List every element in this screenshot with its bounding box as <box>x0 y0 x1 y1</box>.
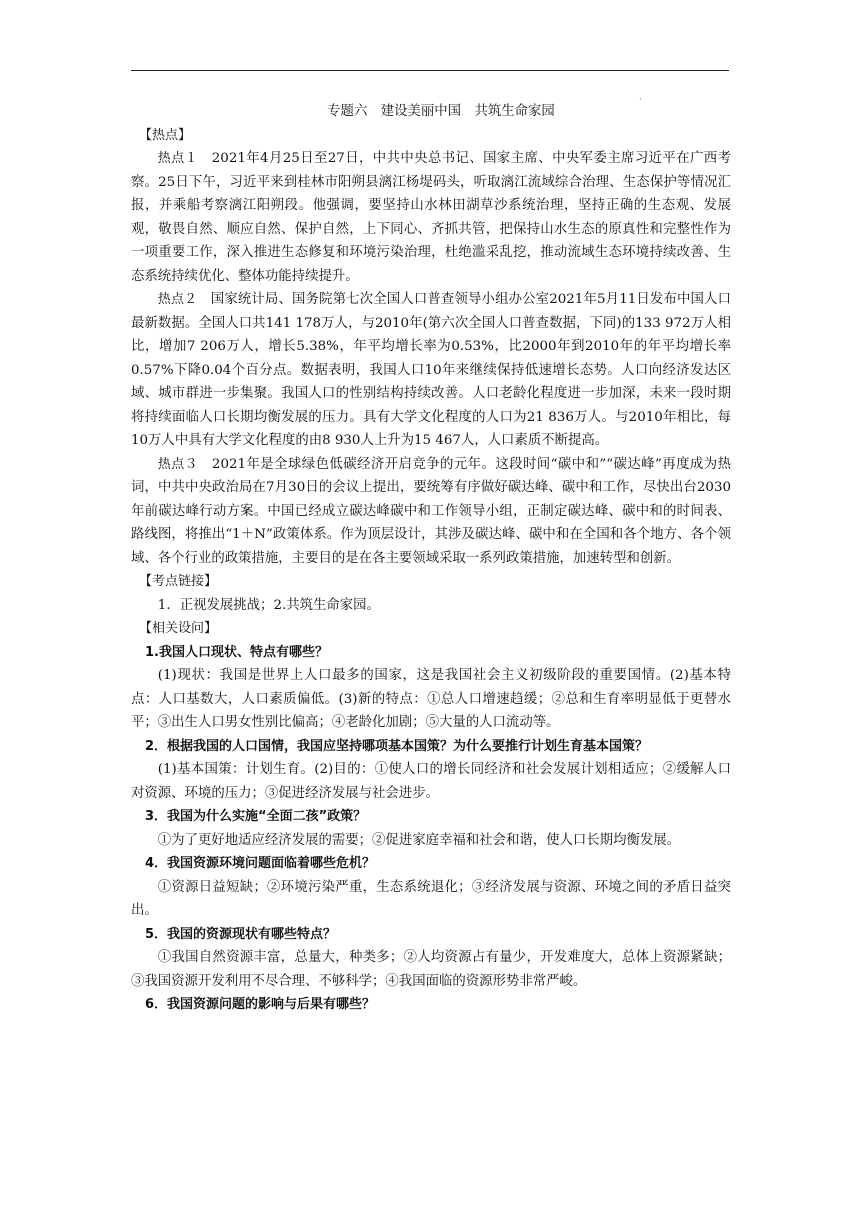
link-heading: 【考点链接】 <box>139 574 218 589</box>
hot-heading: 【热点】 <box>139 127 192 143</box>
question-6: 6．我国资源问题的影响与后果有哪些？ <box>145 997 376 1012</box>
answer-3: ①为了更好地适应经济发展的需要；②促进家庭幸福和社会和谐，使人口长期均衡发展。 <box>157 832 681 848</box>
hot-text-3: 2021年是全球绿色低碳经济开启竞争的元年。这段时间“碳中和”“碳达峰”再度成为热词，中共中央政治局在7月30日的会议上提出，要统筹有序做好碳达峰、碳中和工作，尽快出台2030年前碳达峰行动方案。中国已经成立碳达峰碳中和工作领导小组，正制定碳达峰、碳中和的时间表、路线图，将推出“1＋N”政策体系。作为顶层设计，其涉及碳达峰、碳中和在全国和各个地方、各个领域、各个行业的政策措施，主要目的是在各主要领域采取一系列政策措施，加速转型和创新。 <box>131 456 731 566</box>
answer-5: ①我国自然资源丰富，总量大，种类多；②人均资源占有量少，开发难度大，总体上资源紧缺；③我国资源开发利用不尽合理、不够科学；④我国面临的资源形势非常严峻。 <box>131 950 731 989</box>
question-2: 2．根据我国的人口国情，我国应坚持哪项基本国策？为什么要推行计划生育基本国策？ <box>145 738 649 754</box>
answer-1: (1)现状：我国是世界上人口最多的国家，这是我国社会主义初级阶段的重要国情。(2)基本特点：人口基数大，人口素质偏低。(3)新的特点：①总人口增速趋缓；②总和生育率明显低于更替水平；③出生人口男女性别比偏高；④老龄化加剧；⑤大量的人口流动等。 <box>131 668 731 730</box>
answer-2: (1)基本国策：计划生育。(2)目的：①使人口的增长同经济和社会发展计划相适应；②缓解人口对资源、环境的压力；③促进经济发展与社会进步。 <box>131 762 731 801</box>
document-title: 专题六 建设美丽中国 共筑生命家园 <box>327 104 555 119</box>
question-3: 3．我国为什么实施“全面二孩”政策？ <box>145 809 367 824</box>
question-5: 5．我国的资源现状有哪些特点？ <box>145 926 337 942</box>
hot-paragraph-3 <box>131 453 731 571</box>
answer-4: ①资源日益短缺；②环境污染严重，生态系统退化；③经济发展与资源、环境之间的矛盾日益突出。 <box>131 879 731 918</box>
hot-paragraph-1 <box>131 147 731 288</box>
question-heading: 【相关设问】 <box>139 621 218 636</box>
link-text: 1．正视发展挑战；2.共筑生命家园。 <box>157 597 380 613</box>
hot-label-3: 热点３ <box>157 456 199 472</box>
hot-paragraph-2 <box>131 288 731 453</box>
hot-text-1: 2021年4月25日至27日，中共中央总书记、国家主席、中央军委主席习近平在广西考察。25日下午，习近平来到桂林市阳朔县漓江杨堤码头，听取漓江流域综合治理、生态保护等情况汇报，并乘船考察漓江阳朔段。他强调，要坚持山水林田湖草沙系统治理，坚持正确的生态观、发展观，敬畏自然、顺应自然、保护自然，上下同心、齐抓共管，把保持山水生态的原真性和完整性作为一项重要工作，深入推进生态修复和环境污染治理，杜绝滥采乱挖，推动流域生态环境持续改善、生态系统持续优化、整体功能持续提升。 <box>131 151 731 284</box>
question-1: 1.我国人口现状、特点有哪些？ <box>145 644 328 660</box>
question-4: 4．我国资源环境问题面临着哪些危机？ <box>145 856 376 871</box>
page-mark: · <box>639 95 642 104</box>
hot-label-1: 热点１ <box>157 151 198 166</box>
hot-label-2: 热点２ <box>157 292 198 307</box>
hot-text-2: 国家统计局、国务院第七次全国人口普查领导小组办公室2021年5月11日发布中国人口最新数据。全国人口共141 178万人，与2010年(第六次全国人口普查数据，下同)的133 972万人相比，增加7 206万人，增长5.38%，年平均增长率为0.53%，比2000年到2010年的年平均增长率0.57%下降0.04个百分点。数据表明，我国人口10年来继续保持低速增长态势。人口向经济发达区域、城市群进一步集聚。我国人口的性别结构持续改善。人口老龄化程度进一步加深，未来一段时期将持续面临人口长期均衡发展的压力。具有大学文化程度的人口为21 836万人。与2010年相比，每10万人中具有大学文化程度的由8 930人上升为15 467人，人口素质不断提高。 <box>131 292 731 448</box>
document-body <box>131 100 731 1017</box>
header-rule <box>131 70 729 71</box>
